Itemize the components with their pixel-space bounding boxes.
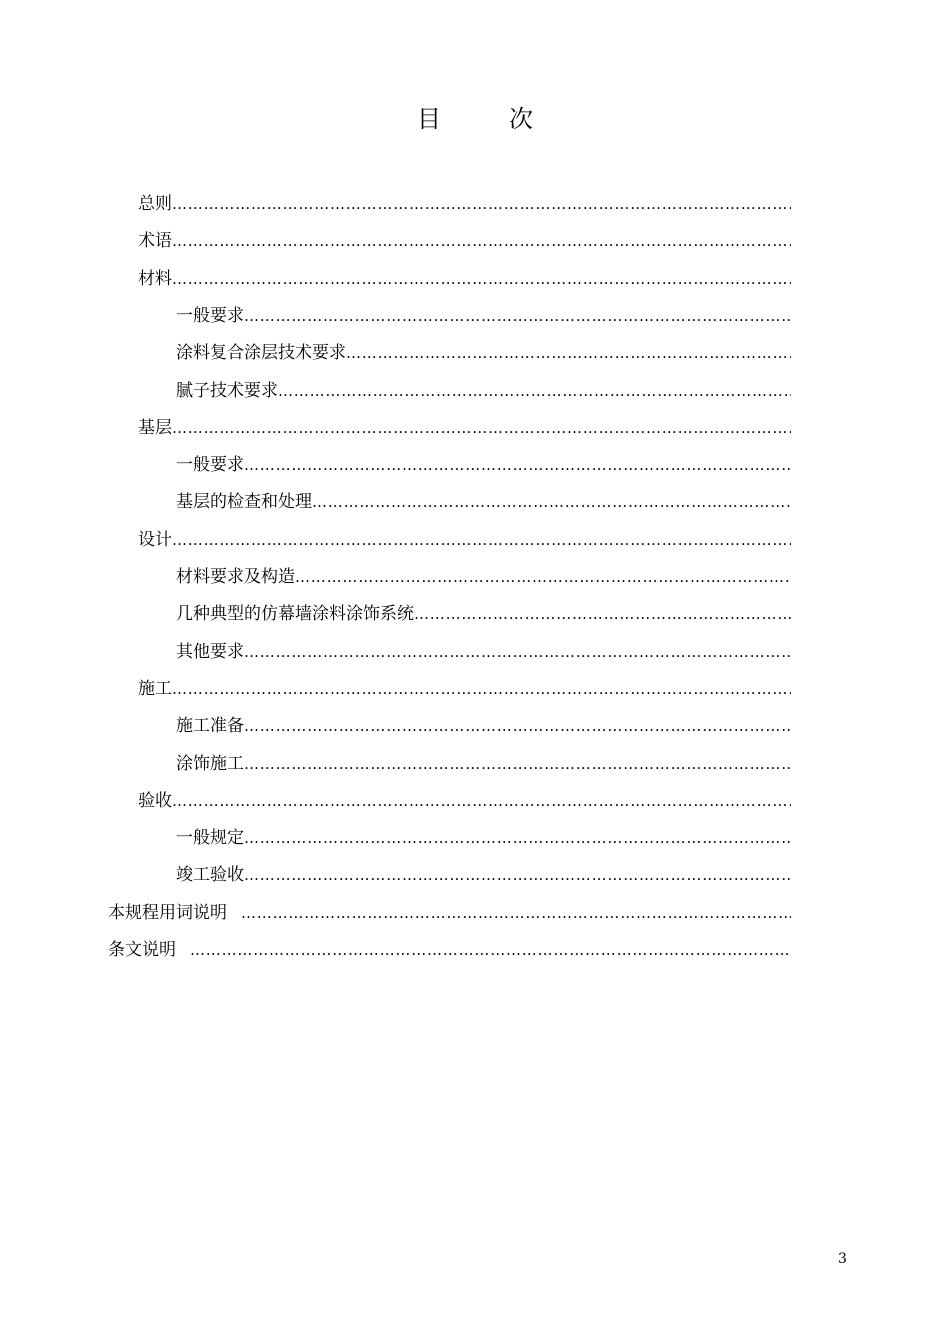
toc-dot-leader: [241, 898, 791, 928]
toc-entry-label: 涂饰施工: [176, 754, 244, 774]
toc-dot-leader: [244, 301, 791, 331]
toc-entry[interactable]: [108, 935, 791, 965]
toc-entry-label: 竣工验收: [176, 865, 244, 885]
toc-dot-leader: [172, 786, 791, 816]
toc-entry[interactable]: [138, 525, 791, 555]
toc-dot-leader: [244, 637, 791, 667]
toc-entry-label: 其他要求: [176, 642, 244, 662]
toc-entry[interactable]: [138, 786, 791, 816]
toc-entry[interactable]: [176, 338, 791, 368]
toc-entry[interactable]: [138, 674, 791, 704]
toc-entry-label: 一般规定: [176, 828, 244, 848]
toc-entry[interactable]: [176, 637, 791, 667]
page-number: 3: [838, 1251, 847, 1267]
toc-entry[interactable]: [176, 749, 791, 779]
toc-entry[interactable]: [176, 562, 791, 592]
toc-entry[interactable]: [176, 376, 791, 406]
toc-entry[interactable]: [176, 860, 791, 890]
toc-dot-leader: [172, 226, 791, 256]
toc-entry-label: 施工准备: [176, 716, 244, 736]
toc-entry[interactable]: [138, 226, 791, 256]
toc-entry[interactable]: [138, 413, 791, 443]
toc-entry-label: 一般要求: [176, 455, 244, 475]
toc-dot-leader: [172, 525, 791, 555]
toc-entry[interactable]: [138, 264, 791, 294]
toc-entry[interactable]: [108, 898, 791, 928]
toc-dot-leader: [244, 823, 791, 853]
toc-dot-leader: [190, 935, 791, 965]
toc-entry-label: 总则: [138, 194, 172, 214]
toc-entry[interactable]: [176, 301, 791, 331]
toc-dot-leader: [346, 338, 791, 368]
toc-dot-leader: [244, 749, 791, 779]
toc-entry-label: 本规程用词说明: [108, 903, 227, 923]
toc-dot-leader: [244, 860, 791, 890]
toc-dot-leader: [172, 413, 791, 443]
toc-entry-label: 材料要求及构造: [176, 567, 295, 587]
toc-entry-label: 验收: [138, 791, 172, 811]
toc-entry-label: 设计: [138, 530, 172, 550]
toc-entry[interactable]: [176, 823, 791, 853]
toc-entry-label: 条文说明: [108, 940, 176, 960]
toc-entry[interactable]: [176, 487, 791, 517]
toc-entry[interactable]: [176, 450, 791, 480]
toc-entry-label: 基层的检查和处理: [176, 492, 312, 512]
toc-entry-label: 材料: [138, 269, 172, 289]
page-title: 目 次: [417, 105, 555, 133]
toc-dot-leader: [312, 487, 791, 517]
toc-dot-leader: [278, 376, 791, 406]
toc-dot-leader: [414, 599, 791, 629]
toc-entry-label: 术语: [138, 231, 172, 251]
toc-entry-label: 一般要求: [176, 306, 244, 326]
toc-entry[interactable]: [176, 599, 791, 629]
toc-entry-label: 施工: [138, 679, 172, 699]
toc-entry-label: 几种典型的仿幕墙涂料涂饰系统: [176, 604, 414, 624]
toc-dot-leader: [172, 264, 791, 294]
toc-dot-leader: [244, 450, 791, 480]
toc-dot-leader: [172, 189, 791, 219]
toc-entry[interactable]: [138, 189, 791, 219]
toc-dot-leader: [172, 674, 791, 704]
toc-entry-label: 涂料复合涂层技术要求: [176, 343, 346, 363]
toc-dot-leader: [295, 562, 791, 592]
toc-entry[interactable]: [176, 711, 791, 741]
toc-dot-leader: [244, 711, 791, 741]
toc-entry-label: 腻子技术要求: [176, 381, 278, 401]
toc-entry-label: 基层: [138, 418, 172, 438]
